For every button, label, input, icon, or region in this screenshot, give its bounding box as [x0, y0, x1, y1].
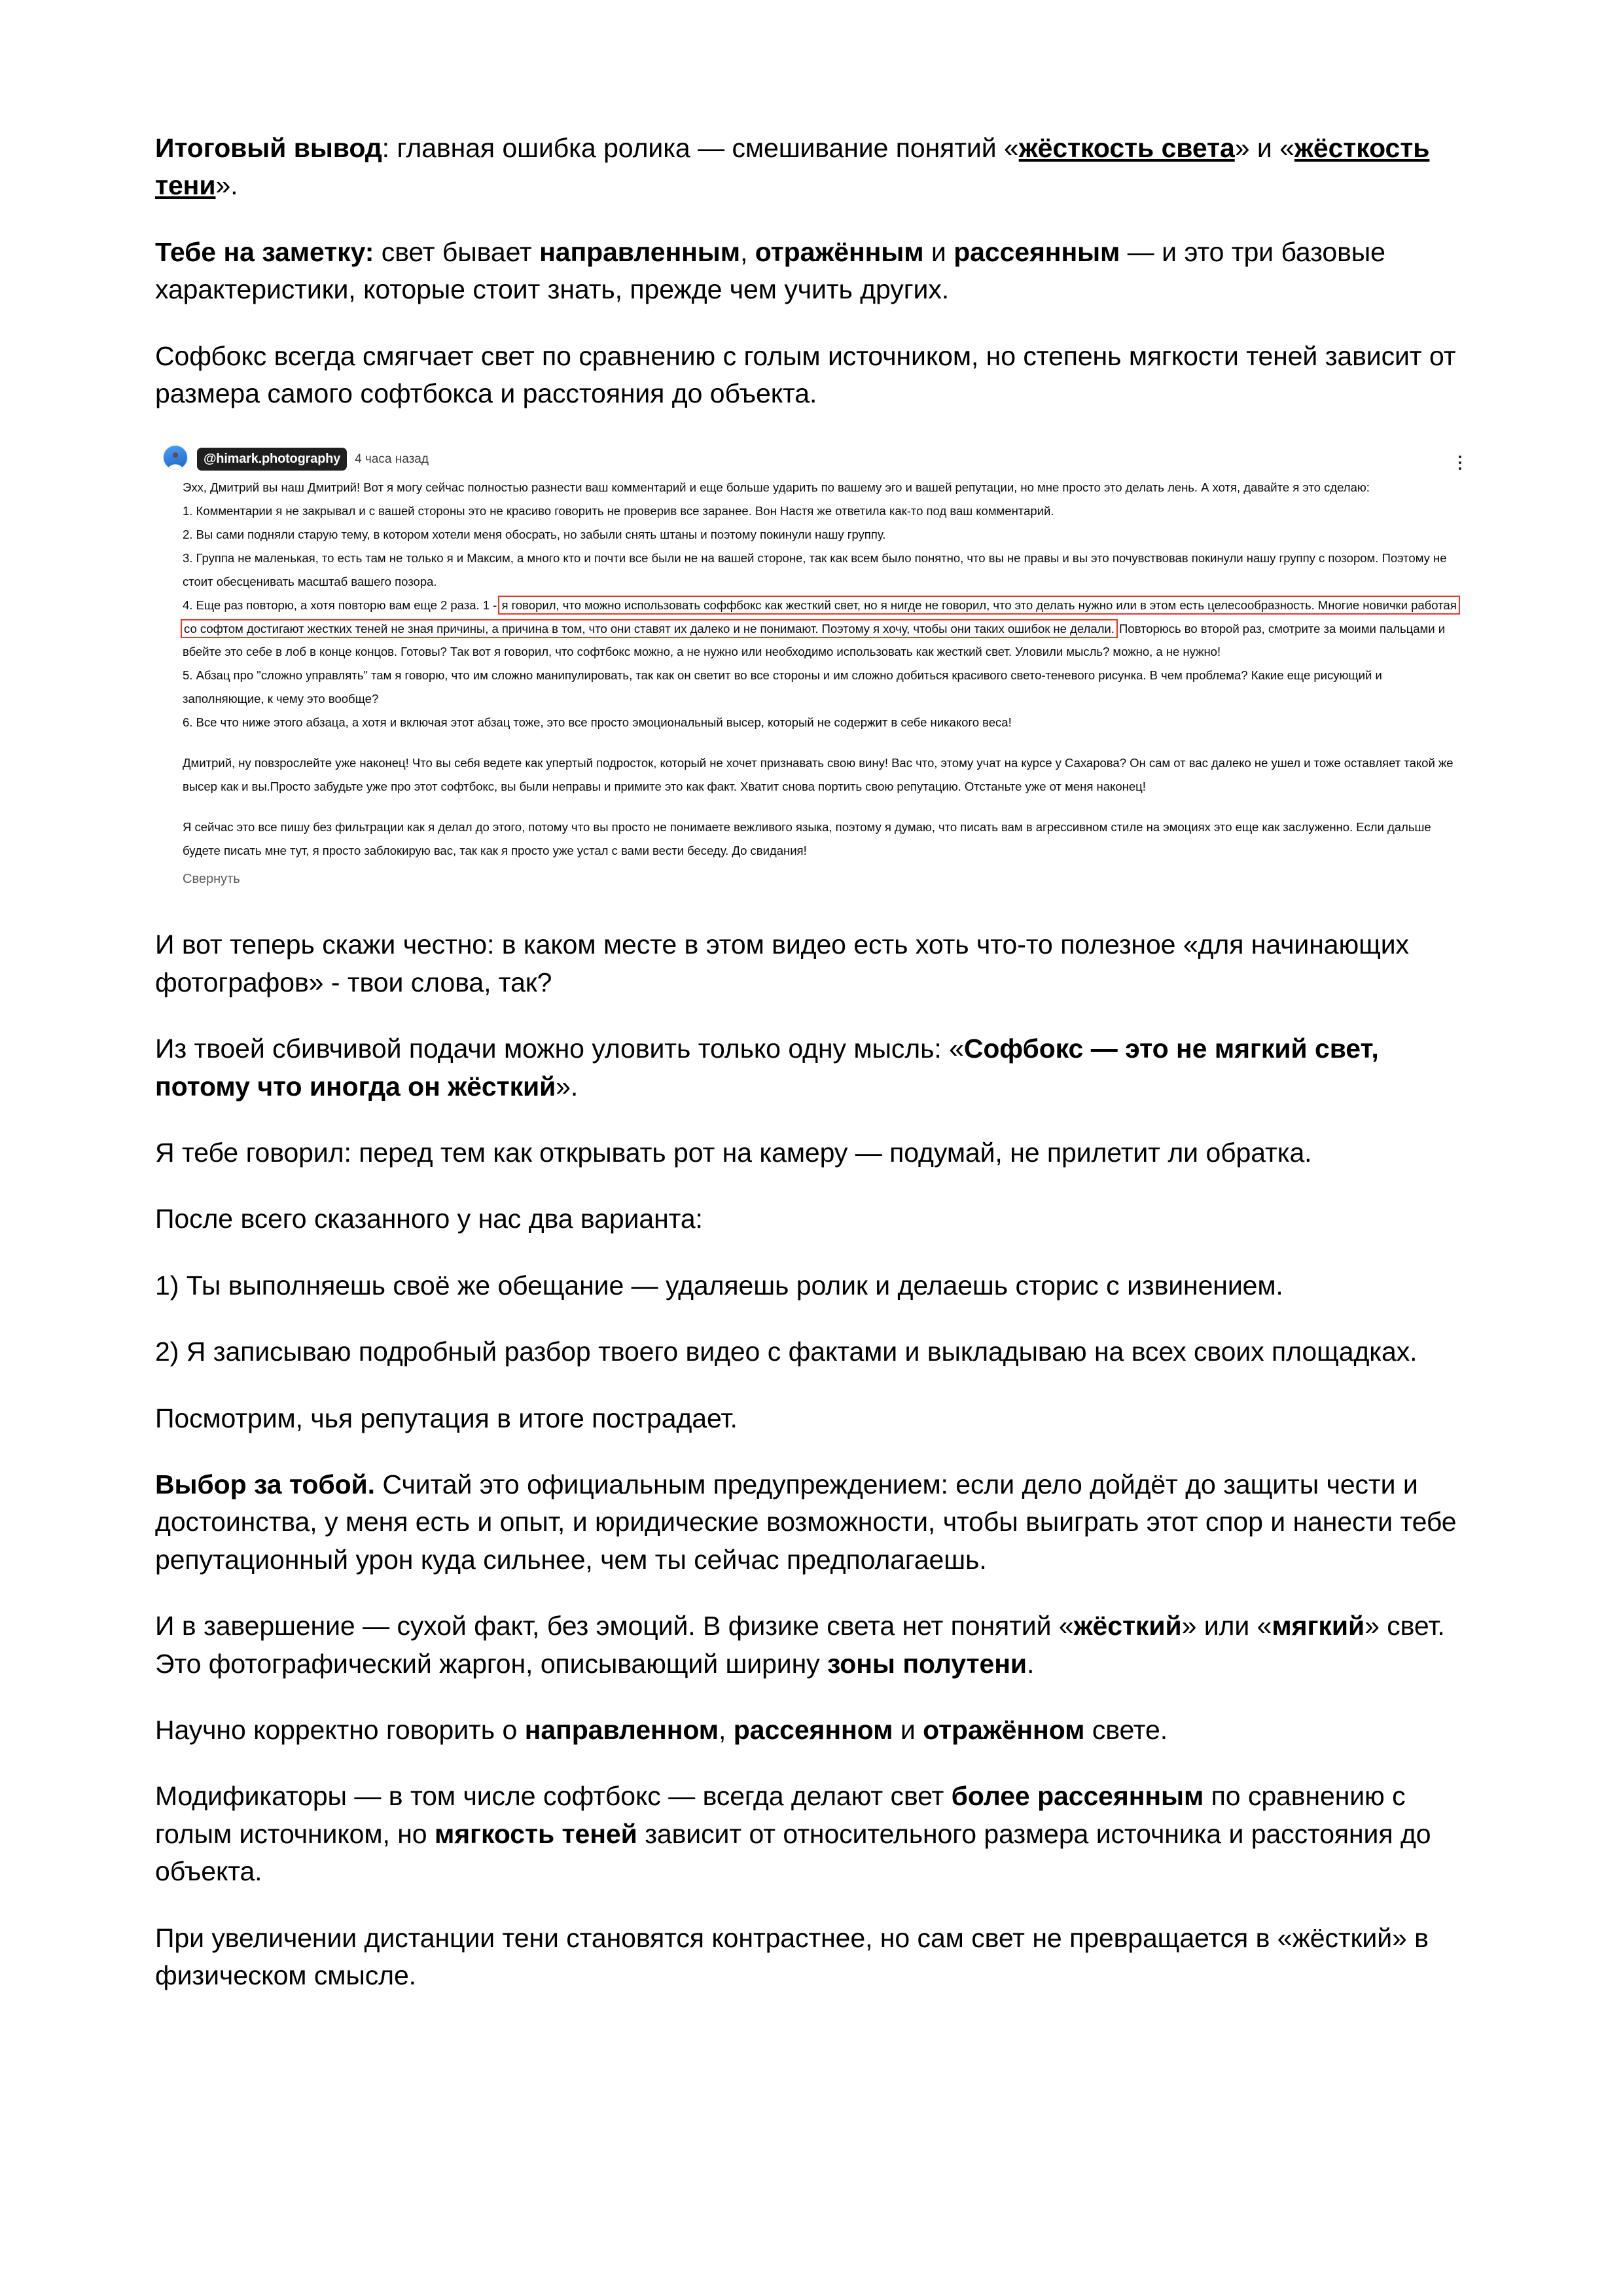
red-highlight-box: я говорил, что можно использовать соффбокс как жесткий свет, но я нигде не говорил, что это делать нужно или в этом есть целесообразность. Многие новички работая со софтом достигают жестких теней не зная причины, а причина в том, что они ставят их далеко и не понимают. Поэтому я хочу, чтобы они таких ошибок не делали.	[184, 598, 1457, 636]
document-paragraph	[155, 1267, 1471, 1304]
bold-text: Тебе на заметку:	[155, 236, 374, 267]
embedded-comment-screenshot	[155, 441, 1471, 892]
comment-paragraph	[183, 547, 1461, 594]
document-paragraph	[155, 1030, 1471, 1105]
bold-text: отражённом	[923, 1714, 1085, 1745]
text-run: После всего сказанного у нас два варианта:	[155, 1204, 703, 1234]
bold-text: Софбокс — это не мягкий свет, потому что иногда он жёсткий	[155, 1033, 1379, 1102]
text-run: 3. Группа не маленькая, то есть там не только я и Максим, а много кто и почти все были не на вашей стороне, так как всем было понятно, что вы не правы и вы это почувствовав покинули нашу группу с позором. Поэтому не стоит обесценивать масштаб вашего позора.	[183, 550, 1447, 588]
bold-text: мягкий	[1272, 1611, 1365, 1641]
text-run: зависит от относительного размера источника и расстояния до объекта.	[155, 1818, 1431, 1887]
text-run: 2) Я записываю подробный разбор твоего видео с фактами и выкладываю на всех своих площадках.	[155, 1336, 1418, 1367]
comment-paragraph	[183, 816, 1461, 863]
document-paragraph	[155, 1712, 1471, 1749]
text-run: Эхх, Дмитрий вы наш Дмитрий! Вот я могу сейчас полностью разнести ваш комментарий и еще больше ударить по вашему эго и вашей репутации, но мне просто это делать лень. А хотя, давайте я это сделаю:	[183, 480, 1370, 495]
comment-body	[155, 475, 1471, 862]
text-run: Повторюсь во второй раз, смотрите за моими пальцами и вбейте это себе в лоб в конце концов. Готовы? Так вот я говорил, что софтбокс можно, а не нужно или необходимо использовать как жесткий свет. Уловили мысль? можно, а не нужно!	[183, 621, 1446, 659]
underlined-text: жёсткость света	[1018, 133, 1235, 163]
text-run: по сравнению с голым источником, но	[155, 1781, 1406, 1849]
bold-text: рассеянным	[954, 236, 1120, 267]
text-run: 4. Еще раз повторю, а хотя повторю вам еще 2 раза. 1 -	[183, 598, 501, 612]
comment-paragraph	[183, 523, 1461, 547]
text-run: Модификаторы — в том числе софтбокс — всегда делают свет	[155, 1781, 952, 1812]
text-run: » свет. Это фотографический жаргон, описывающий ширину	[155, 1611, 1445, 1679]
text-run: : главная ошибка ролика — смешивание понятий «	[382, 133, 1019, 163]
bold-text: мягкость теней	[434, 1818, 637, 1849]
bold-text: направленном	[524, 1714, 719, 1745]
comment-paragraph	[183, 476, 1461, 499]
text-run: ».	[556, 1071, 579, 1102]
text-run: При увеличении дистанции тени становятся контрастнее, но сам свет не превращается в «жёсткий» в физическом смысле.	[155, 1922, 1429, 1990]
text-run: Я тебе говорил: перед тем как открывать рот на камеру — подумай, не прилетит ли обратка.	[155, 1138, 1312, 1168]
text-run: Научно корректно говорить о	[155, 1714, 525, 1745]
bold-text: зоны полутени	[827, 1648, 1027, 1679]
underlined-text: жёсткость тени	[155, 133, 1430, 201]
text-run: 6. Все что ниже этого абзаца, а хотя и включая этот абзац тоже, это все просто эмоциональный высер, который не содержит в себе никакого веса!	[183, 715, 1012, 730]
text-run: .	[1026, 1648, 1035, 1679]
collapse-link[interactable]: Свернуть	[183, 872, 240, 887]
document-paragraph	[155, 234, 1471, 309]
document-bottom-section	[155, 926, 1471, 1994]
comment-username[interactable]: @himark.photography	[197, 448, 347, 471]
document-paragraph	[155, 1400, 1471, 1437]
document-paragraph	[155, 926, 1471, 1001]
bold-text: направленным	[539, 236, 740, 267]
document-paragraph	[155, 338, 1471, 413]
document-top-section	[155, 130, 1471, 412]
text-run: Я сейчас это все пишу без фильтрации как я делал до этого, потому что вы просто не понимаете вежливого языка, поэтому я думаю, что писать вам в агрессивном стиле на эмоциях это еще как заслуженно. Если дальше будете писать мне тут, я просто заблокирую вас, так как я просто уже устал с вами вести беседу. До свидания!	[183, 819, 1431, 857]
document-paragraph	[155, 1134, 1471, 1172]
text-run: Софбокс всегда смягчает свет по сравнению с голым источником, но степень мягкости теней зависит от размера самого софтбокса и расстояния до объекта.	[155, 340, 1456, 408]
comment-paragraph	[183, 499, 1461, 523]
comment-paragraph	[183, 751, 1461, 798]
text-run: и	[923, 236, 954, 267]
text-run: » и «	[1234, 133, 1294, 163]
bold-text: Итоговый вывод	[155, 133, 382, 163]
bold-text: отражённым	[755, 236, 924, 267]
text-run: Дмитрий, ну повзрослейте уже наконец! Что вы себя ведете как упертый подросток, который не хочет признавать свою вину! Вас что, этому учат на курсе у Сахарова? Он сам от вас далеко не ушел и тоже оставляет такой же высер как и вы.Просто забудьте уже про этот софтбокс, вы были неправы и примите это как факт. Хватит снова портить свою репутацию. Отстаньте уже от меня наконец!	[183, 755, 1454, 793]
document-paragraph	[155, 1333, 1471, 1371]
document-paragraph	[155, 1200, 1471, 1238]
text-run: Из твоей сбивчивой подачи можно уловить только одну мысль: «	[155, 1033, 964, 1064]
comment-paragraph	[183, 711, 1461, 734]
text-run: и	[893, 1714, 923, 1745]
document-paragraph	[155, 1778, 1471, 1890]
text-run: ,	[740, 236, 755, 267]
document-paragraph	[155, 1920, 1471, 1995]
text-run: » или «	[1181, 1611, 1272, 1641]
document-paragraph	[155, 130, 1471, 205]
comment-author-row	[197, 445, 429, 471]
kebab-menu-icon[interactable]	[1453, 452, 1467, 474]
avatar	[163, 445, 188, 470]
bold-text: рассеянном	[733, 1714, 893, 1745]
comment-timestamp: 4 часа назад	[355, 452, 429, 467]
text-run: свет бывает	[374, 236, 540, 267]
bold-text: более рассеянным	[951, 1781, 1204, 1812]
text-run: Посмотрим, чья репутация в итоге пострадает.	[155, 1403, 738, 1433]
text-run: 5. Абзац про "сложно управлять" там я говорю, что им сложно манипулировать, так как он светит во все стороны и им сложно добиться красивого свето-теневого рисунка. В чем проблема? Какие еще рисующий и заполняющие, к чему это вообще?	[183, 668, 1382, 706]
text-run: 1. Комментарии я не закрывал и с вашей стороны это не красиво говорить не проверив все заранее. Вон Настя же ответила как-то под ваш комментарий.	[183, 504, 1054, 518]
text-run: И в завершение — сухой факт, без эмоций. В физике света нет понятий «	[155, 1611, 1074, 1641]
text-run: — и это три базовые характеристики, которые стоит знать, прежде чем учить других.	[155, 236, 1385, 305]
text-run: ».	[215, 170, 238, 201]
comment-paragraph	[183, 664, 1461, 711]
text-run: 1) Ты выполняешь своё же обещание — удаляешь ролик и делаешь сторис с извинением.	[155, 1270, 1283, 1300]
text-run: Считай это официальным предупреждением: если дело дойдёт до защиты чести и достоинства, у меня есть и опыт, и юридические возможности, чтобы выиграть этот спор и нанести тебе репутационный урон куда сильнее, чем ты сейчас предполагаешь.	[155, 1469, 1457, 1575]
document-paragraph	[155, 1607, 1471, 1683]
bold-text: Выбор за тобой.	[155, 1469, 375, 1499]
text-run: свете.	[1084, 1714, 1168, 1745]
text-run: ,	[719, 1714, 734, 1745]
comment-paragraph	[183, 594, 1461, 664]
bold-underlined-text	[1019, 133, 1235, 163]
text-run: И вот теперь скажи честно: в каком месте в этом видео есть хоть что-то полезное «для начинающих фотографов» - твои слова, так?	[155, 929, 1409, 997]
document-paragraph	[155, 1466, 1471, 1579]
bold-text: жёсткий	[1073, 1611, 1182, 1641]
comment-header	[155, 445, 1471, 475]
text-run: 2. Вы сами подняли старую тему, в котором хотели меня обосрать, но забыли снять штаны и поэтому покинули нашу группу.	[183, 528, 886, 542]
